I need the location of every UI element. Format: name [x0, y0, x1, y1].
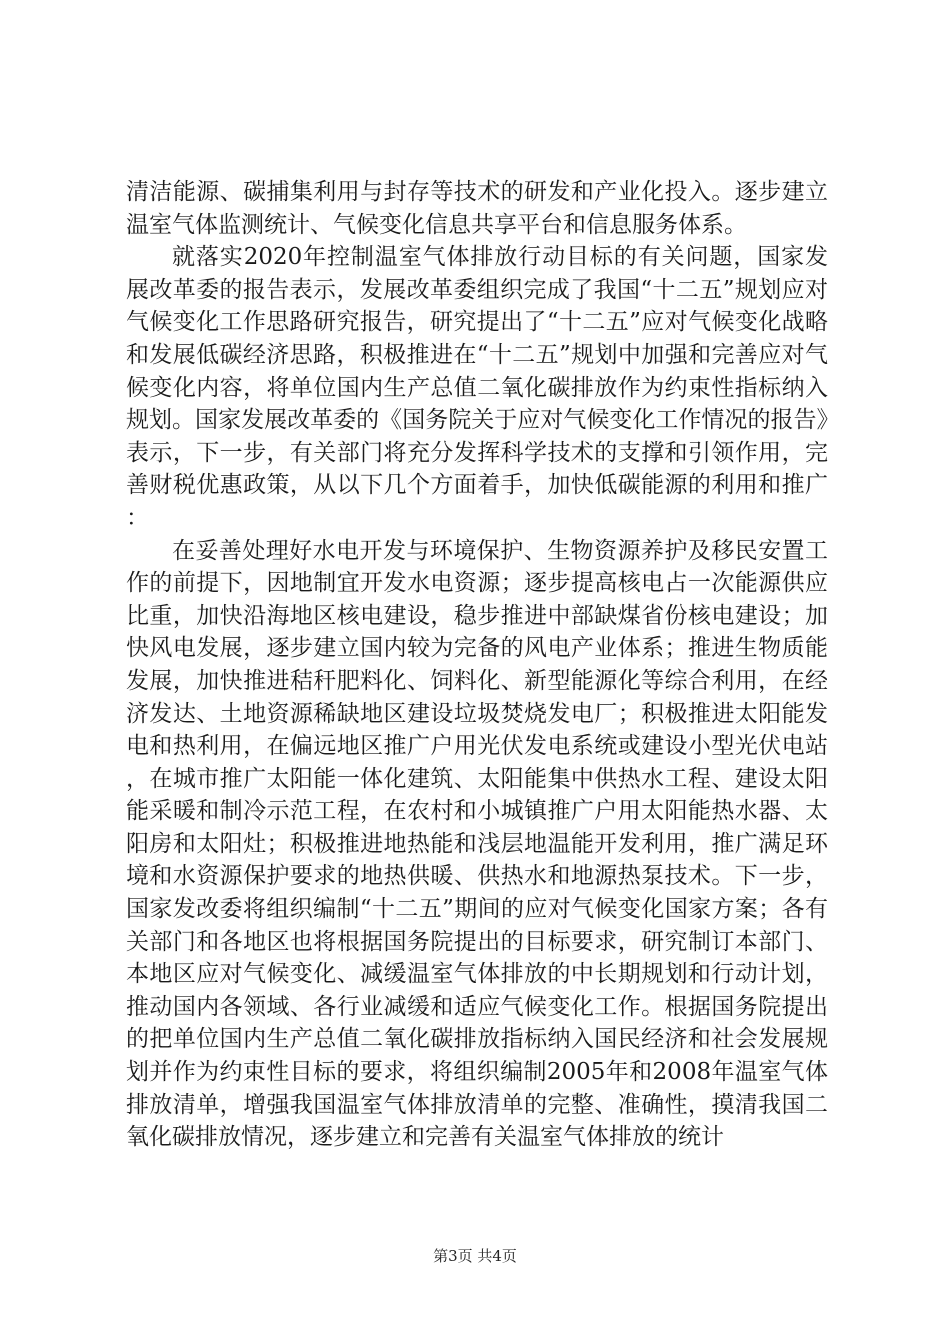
page-footer [0, 1245, 950, 1266]
paragraph-3: 在妥善处理好水电开发与环境保护、生物资源养护及移民安置工作的前提下，因地制宜开发水电资源；逐步提高核电占一次能源供应比重，加快沿海地区核电建设，稳步推进中部缺煤省份核电建设；加快风电发展，逐步建立国内较为完备的风电产业体系；推进生物质能发展，加快推进秸秆肥料化、饲料化、新型能源化等综合利用，在经济发达、土地资源稀缺地区建设垃圾焚烧发电厂；积极推进太阳能发电和热利用，在偏远地区推广户用光伏发电系统或建设小型光伏电站，在城市推广太阳能一体化建筑、太阳能集中供热水工程、建设太阳能采暖和制冷示范工程，在农村和小城镇推广户用太阳能热水器、太阳房和太阳灶；积极推进地热能和浅层地温能开发利用，推广满足环境和水资源保护要求的地热供暖、供热水和地源热泵技术。下一步，国家发改委将组织编制“十二五”期间的应对气候变化国家方案；各有关部门和各地区也将根据国务院提出的目标要求，研究制订本部门、本地区应对气候变化、减缓温室气体排放的中长期规划和行动计划，推动国内各领域、各行业减缓和适应气候变化工作。根据国务院提出的把单位国内生产总值二氧化碳排放指标纳入国民经济和社会发展规划并作为约束性目标的要求，将组织编制2005年和2008年温室气体排放清单，增强我国温室气体排放清单的完整、准确性，摸清我国二氧化碳排放情况，逐步建立和完善有关温室气体排放的统计 [126, 537, 828, 1151]
paragraph-1: 清洁能源、碳捕集利用与封存等技术的研发和产业化投入。逐步建立温室气体监测统计、气候变化信息共享平台和信息服务体系。 [126, 179, 828, 238]
paragraph-2: 就落实2020年控制温室气体排放行动目标的有关问题，国家发展改革委的报告表示，发展改革委组织完成了我国“十二五”规划应对气候变化工作思路研究报告，研究提出了“十二五”应对气候变化战略和发展低碳经济思路，积极推进在“十二五”规划中加强和完善应对气候变化内容，将单位国内生产总值二氧化碳排放作为约束性指标纳入规划。国家发展改革委的《国务院关于应对气候变化工作情况的报告》表示，下一步，有关部门将充分发挥科学技术的支撑和引领作用，完善财税优惠政策，从以下几个方面着手，加快低碳能源的利用和推广： [126, 244, 828, 531]
document-body [126, 176, 828, 1154]
page-number-label: 第3页 共4页 [433, 1247, 517, 1265]
